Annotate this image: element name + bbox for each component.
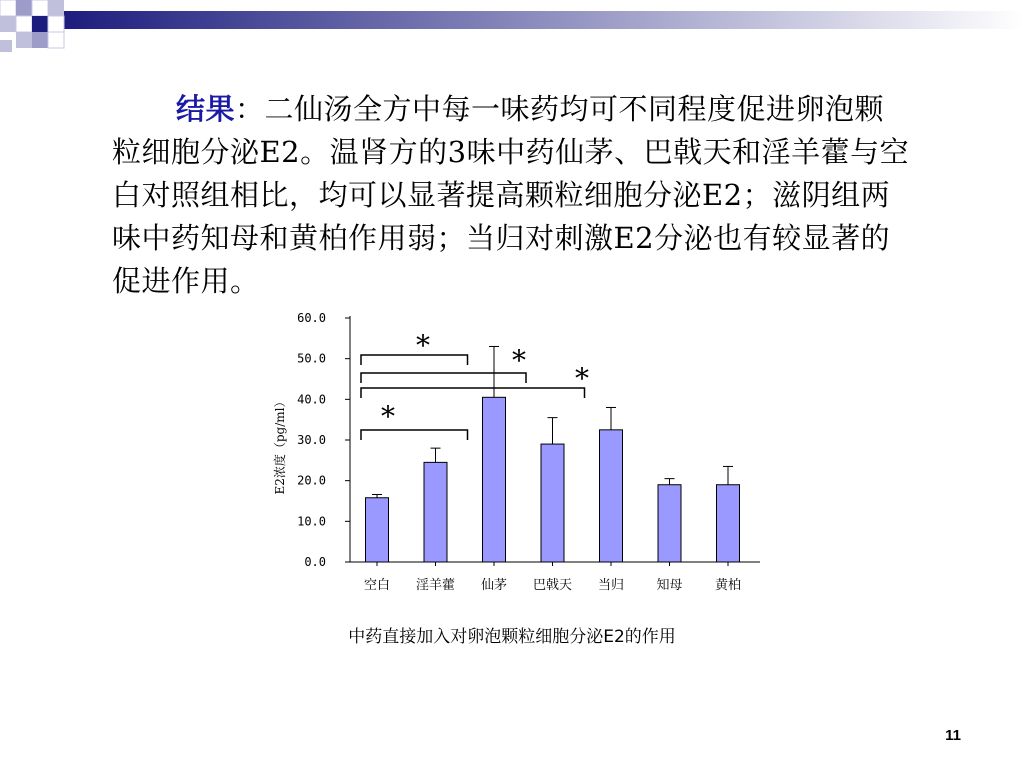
x-tick-label: 巴戟天: [532, 578, 573, 593]
bar-当归: [600, 430, 623, 562]
y-tick-label: 20.0: [297, 473, 326, 488]
y-axis-label: E2浓度（pg/ml）: [273, 395, 287, 495]
bar-空白: [366, 498, 389, 562]
chart-caption: 中药直接加入对卵泡颗粒细胞分泌E2的作用: [348, 627, 676, 647]
bar-巴戟天: [541, 444, 564, 562]
y-tick-label: 50.0: [297, 351, 326, 366]
result-text: ：二仙汤全方中每一味药均可不同程度促进卵泡颗粒细胞分泌E2。温肾方的3味中药仙茅、巴戟天和淫羊藿与空白对照组相比，均可以显著提高颗粒细胞分泌E2；滋阴组两味中药知母和黄柏作用弱；当归对刺激E2分泌也有较显著的促进作用。: [112, 92, 910, 298]
significance-star: *: [575, 362, 589, 395]
significance-star: *: [512, 344, 526, 377]
y-tick-label: 30.0: [297, 433, 326, 447]
x-tick-label: 当归: [597, 578, 625, 593]
bar-黄柏: [717, 485, 740, 562]
bar-仙茅: [483, 397, 506, 562]
x-tick-label: 仙茅: [480, 578, 508, 593]
bar-淫羊藿: [424, 462, 447, 562]
significance-bracket: [361, 388, 585, 398]
significance-star: *: [416, 329, 430, 362]
x-tick-label: 空白: [363, 578, 391, 593]
result-heading: 结果: [176, 92, 236, 126]
x-tick-label: 黄柏: [714, 578, 742, 593]
significance-bracket: [361, 355, 468, 365]
page-number: 11: [945, 727, 961, 744]
significance-bracket: [361, 430, 468, 440]
y-tick-label: 10.0: [297, 514, 326, 529]
y-tick-label: 40.0: [297, 392, 326, 407]
bar-知母: [658, 485, 681, 562]
x-tick-label: 知母: [656, 578, 683, 593]
y-tick-label: 0.0: [304, 555, 326, 569]
x-tick-label: 淫羊藿: [415, 578, 456, 593]
y-tick-label: 60.0: [297, 311, 326, 325]
significance-bracket: [361, 373, 526, 383]
significance-star: *: [381, 400, 395, 433]
